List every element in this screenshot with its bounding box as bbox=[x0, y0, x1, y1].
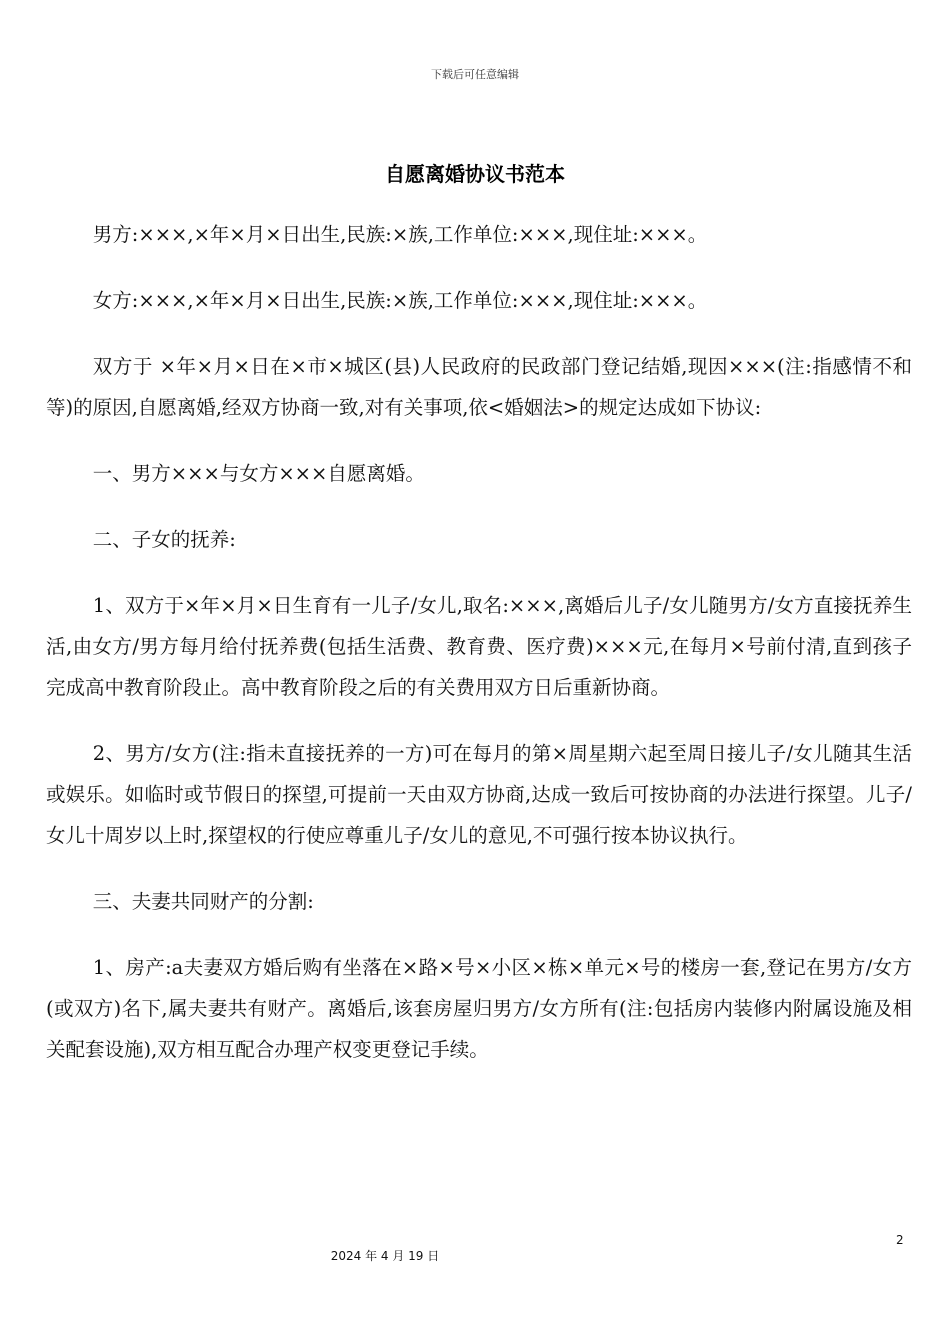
footer-date: 2024 年 4 月 19 日 bbox=[330, 1249, 440, 1263]
paragraph-child-support: 1、双方于×年×月×日生育有一儿子/女儿,取名:×××,离婚后儿子/女儿随男方/女方直接抚养生活,由女方/男方每月给付抚养费(包括生活费、教育费、医疗费)×××元,在每月×号前付清,直到孩子完成高中教育阶段止。高中教育阶段之后的有关费用双方日后重新协商。 bbox=[46, 594, 912, 699]
paragraph-marriage-background: 双方于 ×年×月×日在×市×城区(县)人民政府的民政部门登记结婚,现因×××(注:指感情不和等)的原因,自愿离婚,经双方协商一致,对有关事项,依<婚姻法>的规定达成如下协议: bbox=[46, 355, 912, 419]
paragraph-wife-info: 女方:×××,×年×月×日出生,民族:×族,工作单位:×××,现住址:×××。 bbox=[92, 289, 708, 312]
header-note: 下载后可任意编辑 bbox=[431, 68, 519, 81]
paragraph-clause-1: 一、男方×××与女方×××自愿离婚。 bbox=[92, 462, 425, 485]
document-body bbox=[46, 214, 912, 1095]
paragraph-husband-info: 男方:×××,×年×月×日出生,民族:×族,工作单位:×××,现住址:×××。 bbox=[92, 223, 708, 246]
document-title: 自愿离婚协议书范本 bbox=[385, 162, 565, 186]
paragraph-clause-3-heading: 三、夫妻共同财产的分割: bbox=[92, 890, 314, 913]
paragraph-visitation: 2、男方/女方(注:指未直接抚养的一方)可在每月的第×周星期六起至周日接儿子/女儿随其生活或娱乐。如临时或节假日的探望,可提前一天由双方协商,达成一致后可按协商的办法进行探望。儿子/女儿十周岁以上时,探望权的行使应尊重儿子/女儿的意见,不可强行按本协议执行。 bbox=[46, 742, 912, 847]
page-number: 2 bbox=[896, 1233, 904, 1247]
paragraph-real-estate: 1、房产:a夫妻双方婚后购有坐落在×路×号×小区×栋×单元×号的楼房一套,登记在男方/女方(或双方)名下,属夫妻共有财产。离婚后,该套房屋归男方/女方所有(注:包括房内装修内附属设施及相关配套设施),双方相互配合办理产权变更登记手续。 bbox=[46, 956, 912, 1061]
paragraph-clause-2-heading: 二、子女的抚养: bbox=[92, 528, 236, 551]
